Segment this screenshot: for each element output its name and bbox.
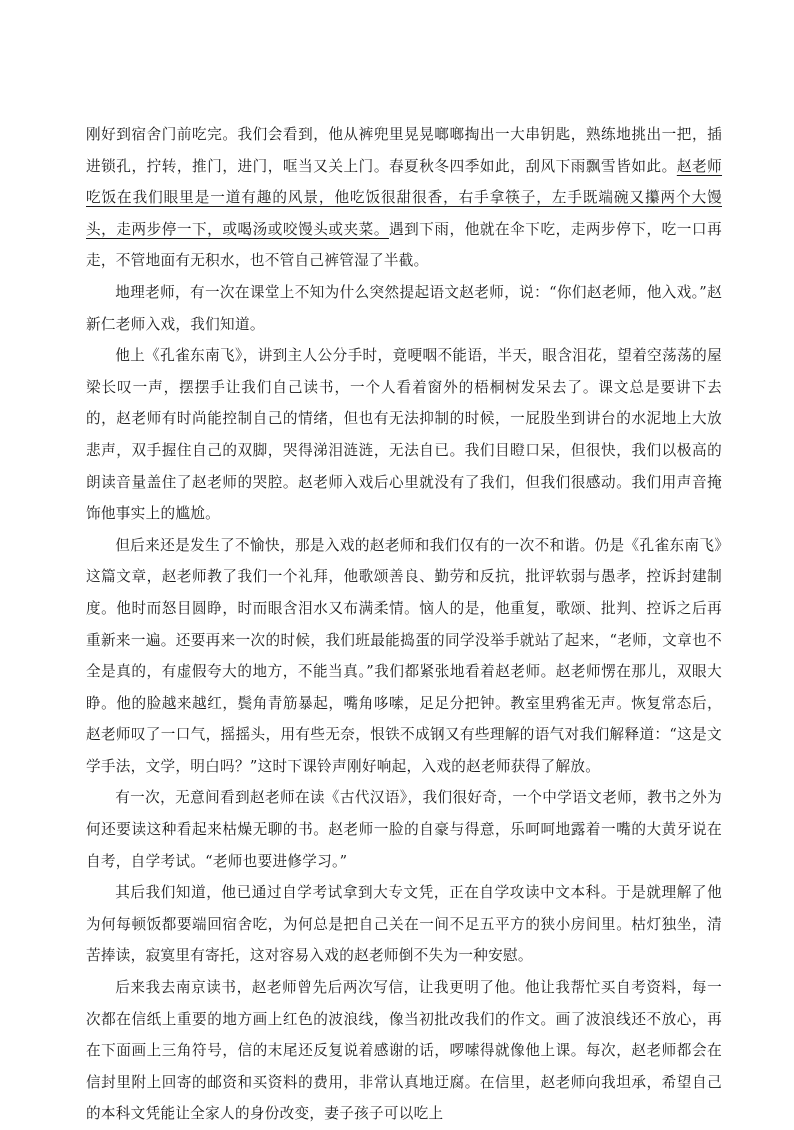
document-page [86,119,722,1130]
paragraph-2: 地理老师，有一次在课堂上不知为什么突然提起语文赵老师，说：“你们赵老师，他入戏。”赵新仁老师入戏，我们知道。 [86,283,722,333]
paragraph-6: 其后我们知道，他已通过自学考试拿到大专文凭，正在自学攻读中文本科。于是就理解了他为何每顿饭都要端回宿舍吃，为何总是把自己关在一间不足五平方的狭小房间里。枯灯独坐，清苦捧读，寂寞里有寄托，这对容易入戏的赵老师倒不失为一种安慰。 [86,884,722,965]
paragraph-1-start: 刚好到宿舍门前吃完。我们会看到，他从裤兜里晃晃啷啷掏出一大串钥匙，熟练地挑出一把，插进锁孔，拧转，推门，进门，哐当又关上门。春夏秋冬四季如此，刮风下雨飘雪皆如此。 [86,126,722,175]
paragraph-7: 后来我去南京读书，赵老师曾先后两次写信，让我更明了他。他让我帮忙买自考资料，每一次都在信纸上重要的地方画上红色的波浪线，像当初批改我们的作文。画了波浪线还不放心，再在下面画上三角符号，信的末尾还反复说着感谢的话，啰嗦得就像他上课。每次，赵老师都会在信封里附上回寄的邮资和买资料的费用，非常认真地迂腐。在信里，赵老师向我坦承，希望自己的本科文凭能让全家人的身份改变，妻子孩子可以吃上 [86,979,722,1123]
paragraph-3: 他上《孔雀东南飞》，讲到主人公分手时，竟哽咽不能语，半天，眼含泪花，望着空荡荡的屋梁长叹一声，摆摆手让我们自己读书，一个人看着窗外的梧桐树发呆去了。课文总是要讲下去的，赵老师有时尚能控制自己的情绪，但也有无法抑制的时候，一屁股坐到讲台的水泥地上大放悲声，双手握住自己的双脚，哭得涕泪涟涟，无法自已。我们目瞪口呆，但很快，我们以极高的朗读音量盖住了赵老师的哭腔。赵老师入戏后心里就没有了我们，但我们很感动。我们用声音掩饰他事实上的尴尬。 [86,347,722,523]
paragraph-1-end: 遇到下雨，他就在伞下吃，走两步停下，吃一口再走，不管地面有无积水，也不管自己裤管湿了半截。 [86,220,722,270]
underlined-sentence: 赵老师吃饭在我们眼里是一道有趣的风景，他吃饭很甜很香，右手拿筷子，左手既端碗又攥两个大馒头，走两步停一下，或喝汤或咬馒头或夹菜。 [86,157,723,238]
paragraph-1 [86,119,722,277]
paragraph-4: 但后来还是发生了不愉快，那是入戏的赵老师和我们仅有的一次不和谐。仍是《孔雀东南飞》这篇文章，赵老师教了我们一个礼拜，他歌颂善良、勤劳和反抗，批评软弱与愚孝，控诉封建制度。他时而怒目圆睁，时而眼含泪水又布满柔情。恼人的是，他重复，歌颂、批判、控诉之后再重新来一遍。还要再来一次的时候，我们班最能捣蛋的同学没举手就站了起来，“老师，文章也不全是真的，有虚假夸大的地方，不能当真。”我们都紧张地看着赵老师。赵老师愣在那儿，双眼大睁。他的脸越来越红，鬓角青筋暴起，嘴角哆嗦，足足分把钟。教室里鸦雀无声。恢复常态后，赵老师叹了一口气，摇摇头，用有些无奈，恨铁不成钢又有些理解的语气对我们解释道：“这是文学手法，文学，明白吗？”这时下课铃声刚好响起，入戏的赵老师获得了解放。 [86,536,722,775]
paragraph-5: 有一次，无意间看到赵老师在读《古代汉语》，我们很好奇，一个中学语文老师，教书之外为何还要读这种看起来枯燥无聊的书。赵老师一脸的自豪与得意，乐呵呵地露着一嘴的大黄牙说在自考，自学考试。“老师也要进修学习。” [86,789,722,870]
